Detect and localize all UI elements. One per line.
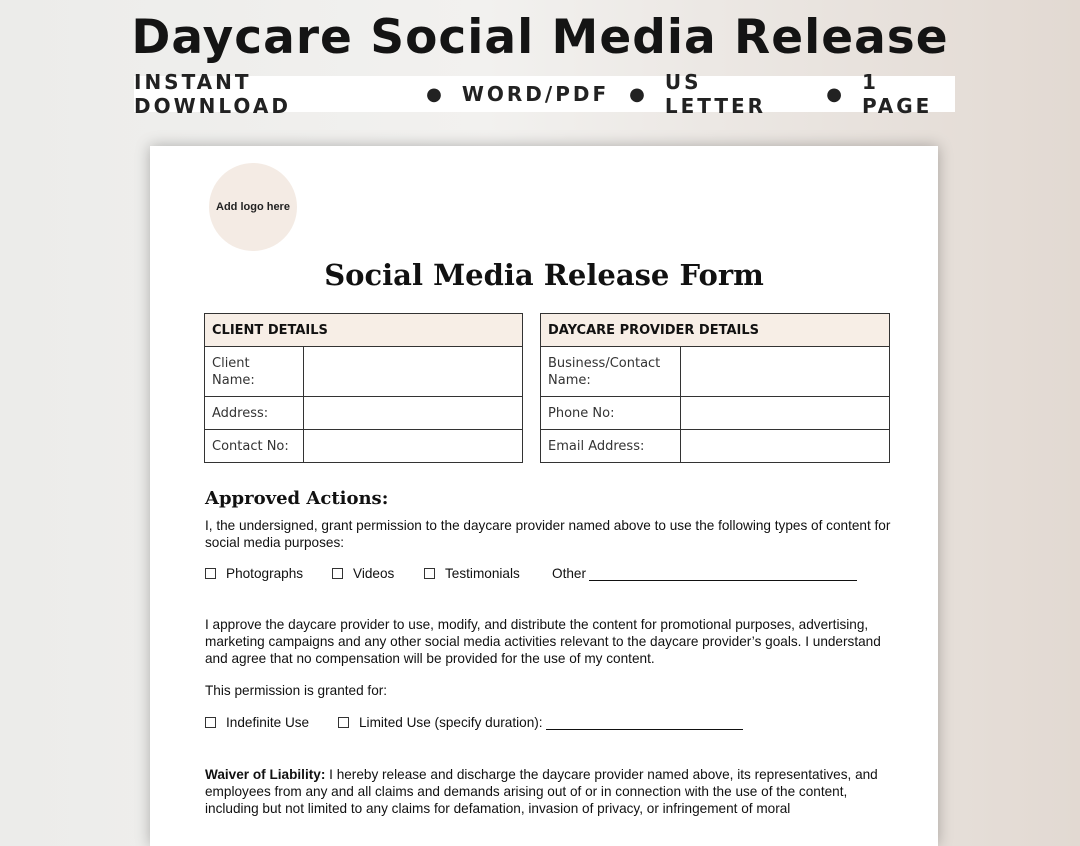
- client-address-field[interactable]: [304, 397, 523, 430]
- testimonials-label: Testimonials: [445, 566, 520, 581]
- other-input-line[interactable]: [589, 566, 857, 581]
- client-address-label: Address:: [205, 397, 304, 430]
- photographs-option[interactable]: [205, 566, 332, 581]
- waiver-label: Waiver of Liability:: [205, 767, 326, 782]
- business-name-field[interactable]: [681, 347, 890, 397]
- permission-intro: I, the undersigned, grant permission to the daycare provider named above to use the following types of content for social media purposes:: [205, 518, 891, 550]
- logo-placeholder-text: Add logo here: [216, 201, 290, 213]
- approved-actions-heading: Approved Actions:: [205, 488, 389, 509]
- business-name-label: Business/Contact Name:: [541, 347, 681, 397]
- other-option[interactable]: [552, 566, 857, 581]
- client-name-field[interactable]: [304, 347, 523, 397]
- logo-placeholder[interactable]: [209, 163, 297, 251]
- videos-label: Videos: [353, 566, 395, 581]
- indefinite-use-option[interactable]: [205, 715, 338, 730]
- waiver-text: I hereby release and discharge the daycare provider named above, its representatives, and employees from any and all claims and demands arising out of or in connection with the use of the content, including but not limited to any claims for defamation, invasion of privacy, or infringement of moral: [205, 767, 878, 816]
- duration-options: [205, 715, 743, 730]
- format-tags-bar: [134, 70, 955, 118]
- phone-field[interactable]: [681, 397, 890, 430]
- content-options: [205, 566, 857, 581]
- tag-page-count: 1 PAGE: [861, 70, 933, 118]
- phone-label: Phone No:: [541, 397, 681, 430]
- bullet-separator: ●: [826, 83, 842, 105]
- photographs-label: Photographs: [226, 566, 304, 581]
- form-title: Social Media Release Form: [324, 258, 764, 292]
- client-contact-field[interactable]: [304, 430, 523, 463]
- client-details-header: CLIENT DETAILS: [205, 314, 523, 347]
- tag-format: WORD/PDF: [461, 82, 610, 106]
- provider-details-table: [540, 313, 890, 463]
- checkbox-icon[interactable]: [205, 717, 216, 728]
- approval-statement: I approve the daycare provider to use, modify, and distribute the content for promotional purposes, advertising, marketing campaigns and any other social media activities relevant to the daycare provider’s goals. I understand and agree that no compensation will be provided for the use of my content.: [205, 617, 881, 666]
- limited-use-option[interactable]: [338, 715, 743, 730]
- tag-instant-download: INSTANT DOWNLOAD: [134, 70, 291, 118]
- provider-details-header: DAYCARE PROVIDER DETAILS: [541, 314, 890, 347]
- videos-option[interactable]: [332, 566, 424, 581]
- testimonials-option[interactable]: [424, 566, 552, 581]
- client-contact-label: Contact No:: [205, 430, 304, 463]
- limited-use-label: Limited Use (specify duration):: [359, 715, 543, 730]
- form-document: [150, 146, 938, 846]
- email-field[interactable]: [681, 430, 890, 463]
- waiver-of-liability: [205, 766, 895, 817]
- checkbox-icon[interactable]: [424, 568, 435, 579]
- checkbox-icon[interactable]: [338, 717, 349, 728]
- permission-duration-label: This permission is granted for:: [205, 683, 388, 698]
- checkbox-icon[interactable]: [332, 568, 343, 579]
- email-label: Email Address:: [541, 430, 681, 463]
- indefinite-use-label: Indefinite Use: [226, 715, 310, 730]
- client-name-label: Client Name:: [205, 347, 304, 397]
- other-label: Other: [552, 566, 586, 581]
- bullet-separator: ●: [629, 83, 645, 105]
- banner-title: Daycare Social Media Release: [131, 10, 949, 65]
- bullet-separator: ●: [426, 83, 442, 105]
- duration-input-line[interactable]: [546, 715, 743, 730]
- checkbox-icon[interactable]: [205, 568, 216, 579]
- tag-paper-size: US LETTER: [664, 70, 767, 118]
- client-details-table: [204, 313, 523, 463]
